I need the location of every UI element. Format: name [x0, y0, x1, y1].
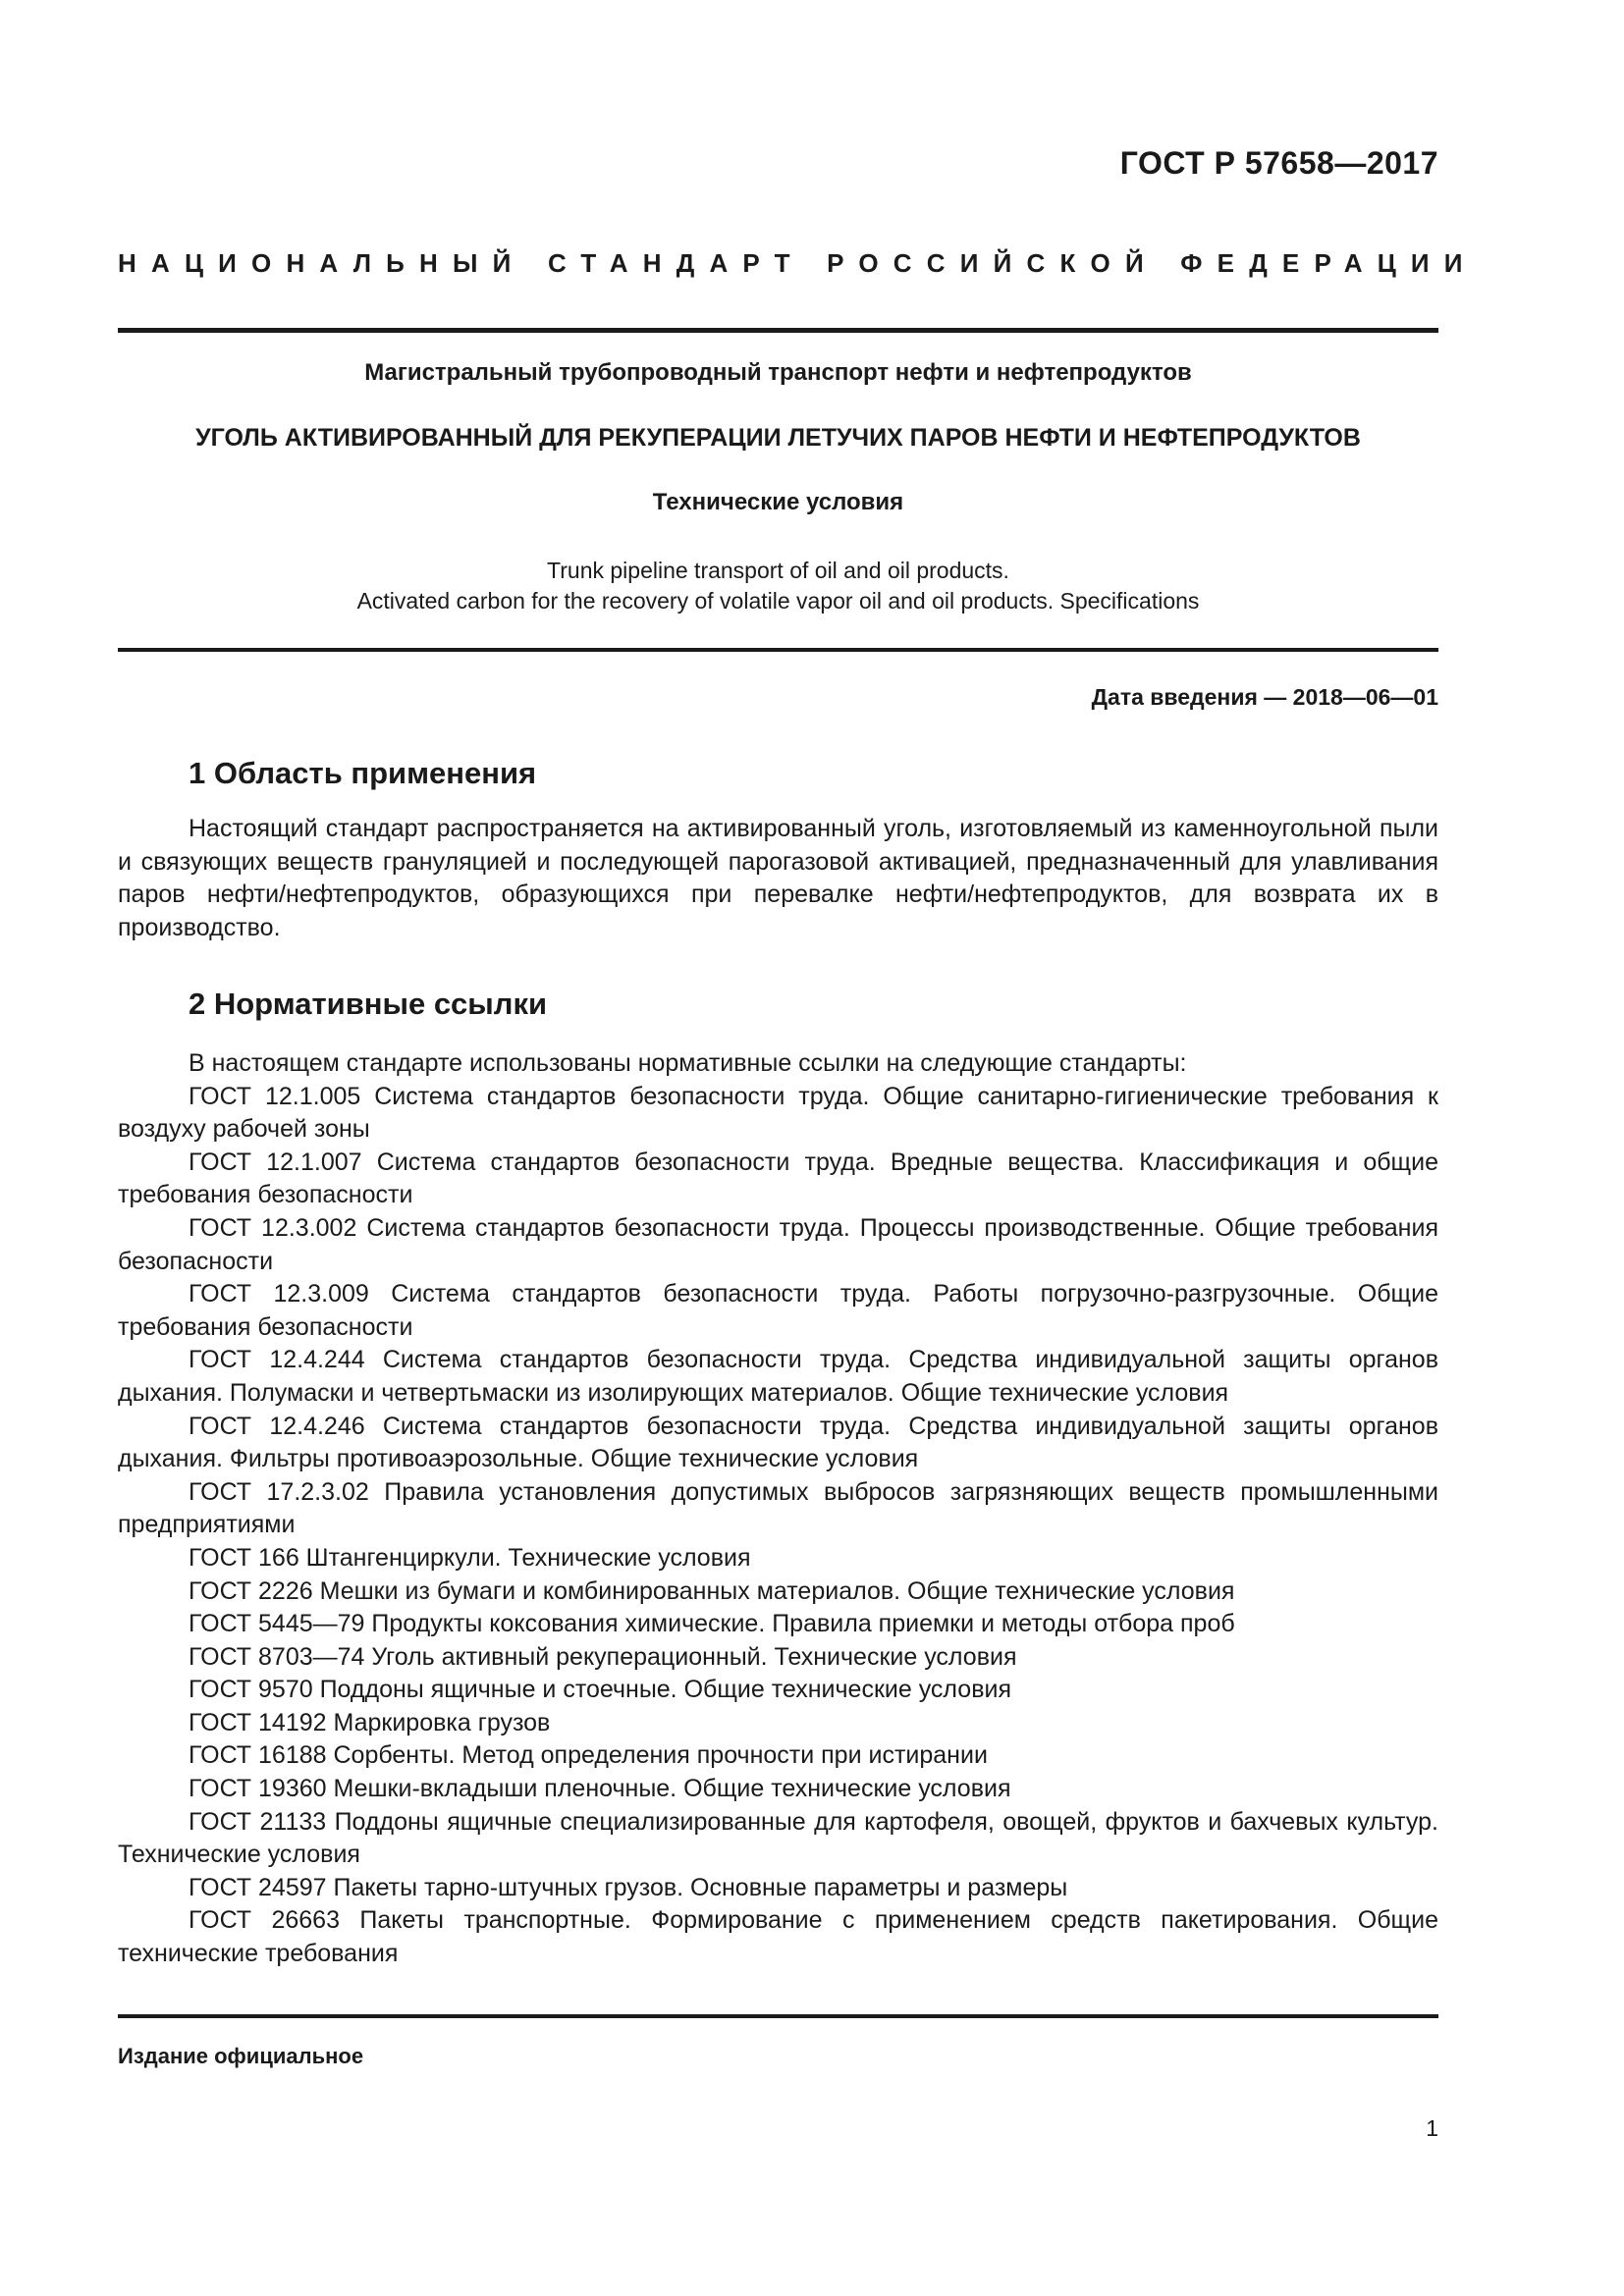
introduction-date: Дата введения — 2018—06—01 — [1091, 684, 1438, 710]
english-title-line2: Activated carbon for the recovery of volatile vapor oil and oil products. Specifications — [356, 588, 1200, 614]
reference-item: ГОСТ 8703—74 Уголь активный рекуперационный. Технические условия — [189, 1642, 1017, 1671]
english-title — [118, 556, 1438, 616]
divider-bottom — [118, 2014, 1438, 2018]
reference-item: ГОСТ 14192 Маркировка грузов — [189, 1708, 551, 1736]
references-intro: В настоящем стандарте использованы нормативные ссылки на следующие стандарты: — [189, 1049, 1187, 1077]
document-subject: Магистральный трубопроводный транспорт нефти и нефтепродуктов — [364, 359, 1192, 386]
reference-item: ГОСТ 12.3.002 Система стандартов безопасности труда. Процессы производственные. Общие требования безопасности — [118, 1213, 1438, 1275]
reference-item: ГОСТ 21133 Поддоны ящичные специализированные для картофеля, овощей, фруктов и бахчевых культур. Технические условия — [118, 1807, 1438, 1869]
reference-item: ГОСТ 12.4.246 Система стандартов безопасности труда. Средства индивидуальной защиты органов дыхания. Фильтры противоаэрозольные. Общие технические условия — [118, 1412, 1438, 1473]
document-subtitle: Технические условия — [652, 489, 904, 515]
document-title: УГОЛЬ АКТИВИРОВАННЫЙ ДЛЯ РЕКУПЕРАЦИИ ЛЕТУЧИХ ПАРОВ НЕФТИ И НЕФТЕПРОДУКТОВ — [195, 424, 1361, 452]
section2-heading: 2 Нормативные ссылки — [189, 987, 548, 1021]
official-edition-label: Издание официальное — [118, 2044, 364, 2068]
standard-code: ГОСТ Р 57658—2017 — [1119, 145, 1438, 181]
reference-item: ГОСТ 26663 Пакеты транспортные. Формирование с применением средств пакетирования. Общие технические требования — [118, 1906, 1438, 1968]
reference-item: ГОСТ 5445—79 Продукты коксования химические. Правила приемки и методы отбора проб — [189, 1610, 1235, 1638]
reference-item: ГОСТ 12.1.005 Система стандартов безопасности труда. Общие санитарно-гигиенические требования к воздуху рабочей зоны — [118, 1082, 1438, 1144]
reference-item: ГОСТ 9570 Поддоны ящичные и стоечные. Общие технические условия — [189, 1676, 1011, 1704]
reference-item: ГОСТ 12.4.244 Система стандартов безопасности труда. Средства индивидуальной защиты органов дыхания. Полумаски и четвертьмаски из изолирующих материалов. Общие технические условия — [118, 1346, 1438, 1407]
section1-paragraph: Настоящий стандарт распространяется на активированный уголь, изготовляемый из каменноугольной пыли и связующих веществ грануляцией и последующей парогазовой активацией, предназначенный для улавливания паров нефти/нефтепродуктов, образующихся при перевалке нефти/нефтепродуктов, для возврата их в производство. — [118, 815, 1438, 941]
reference-item: ГОСТ 16188 Сорбенты. Метод определения прочности при истирании — [189, 1741, 988, 1770]
reference-item: ГОСТ 19360 Мешки-вкладыши пленочные. Общие технические условия — [189, 1775, 1011, 1803]
normative-references-list — [118, 1047, 1438, 1971]
divider-middle — [118, 648, 1438, 652]
reference-item: ГОСТ 166 Штангенциркули. Технические условия — [189, 1543, 751, 1572]
reference-item: ГОСТ 17.2.3.02 Правила установления допустимых выбросов загрязняющих веществ промышленными предприятиями — [118, 1477, 1438, 1539]
section1-body — [118, 813, 1438, 944]
national-standard-banner: НАЦИОНАЛЬНЫЙ СТАНДАРТ РОССИЙСКОЙ ФЕДЕРАЦИИ — [118, 248, 1478, 278]
page-number: 1 — [1426, 2115, 1438, 2141]
reference-item: ГОСТ 12.1.007 Система стандартов безопасности труда. Вредные вещества. Классификация и общие требования безопасности — [118, 1148, 1438, 1209]
english-title-line1: Trunk pipeline transport of oil and oil products. — [547, 558, 1009, 583]
reference-item: ГОСТ 2226 Мешки из бумаги и комбинированных материалов. Общие технические условия — [189, 1576, 1235, 1605]
section1-heading: 1 Область применения — [189, 756, 537, 790]
divider-top — [118, 328, 1438, 333]
reference-item: ГОСТ 12.3.009 Система стандартов безопасности труда. Работы погрузочно-разгрузочные. Общие требования безопасности — [118, 1280, 1438, 1341]
reference-item: ГОСТ 24597 Пакеты тарно-штучных грузов. Основные параметры и размеры — [189, 1873, 1068, 1901]
